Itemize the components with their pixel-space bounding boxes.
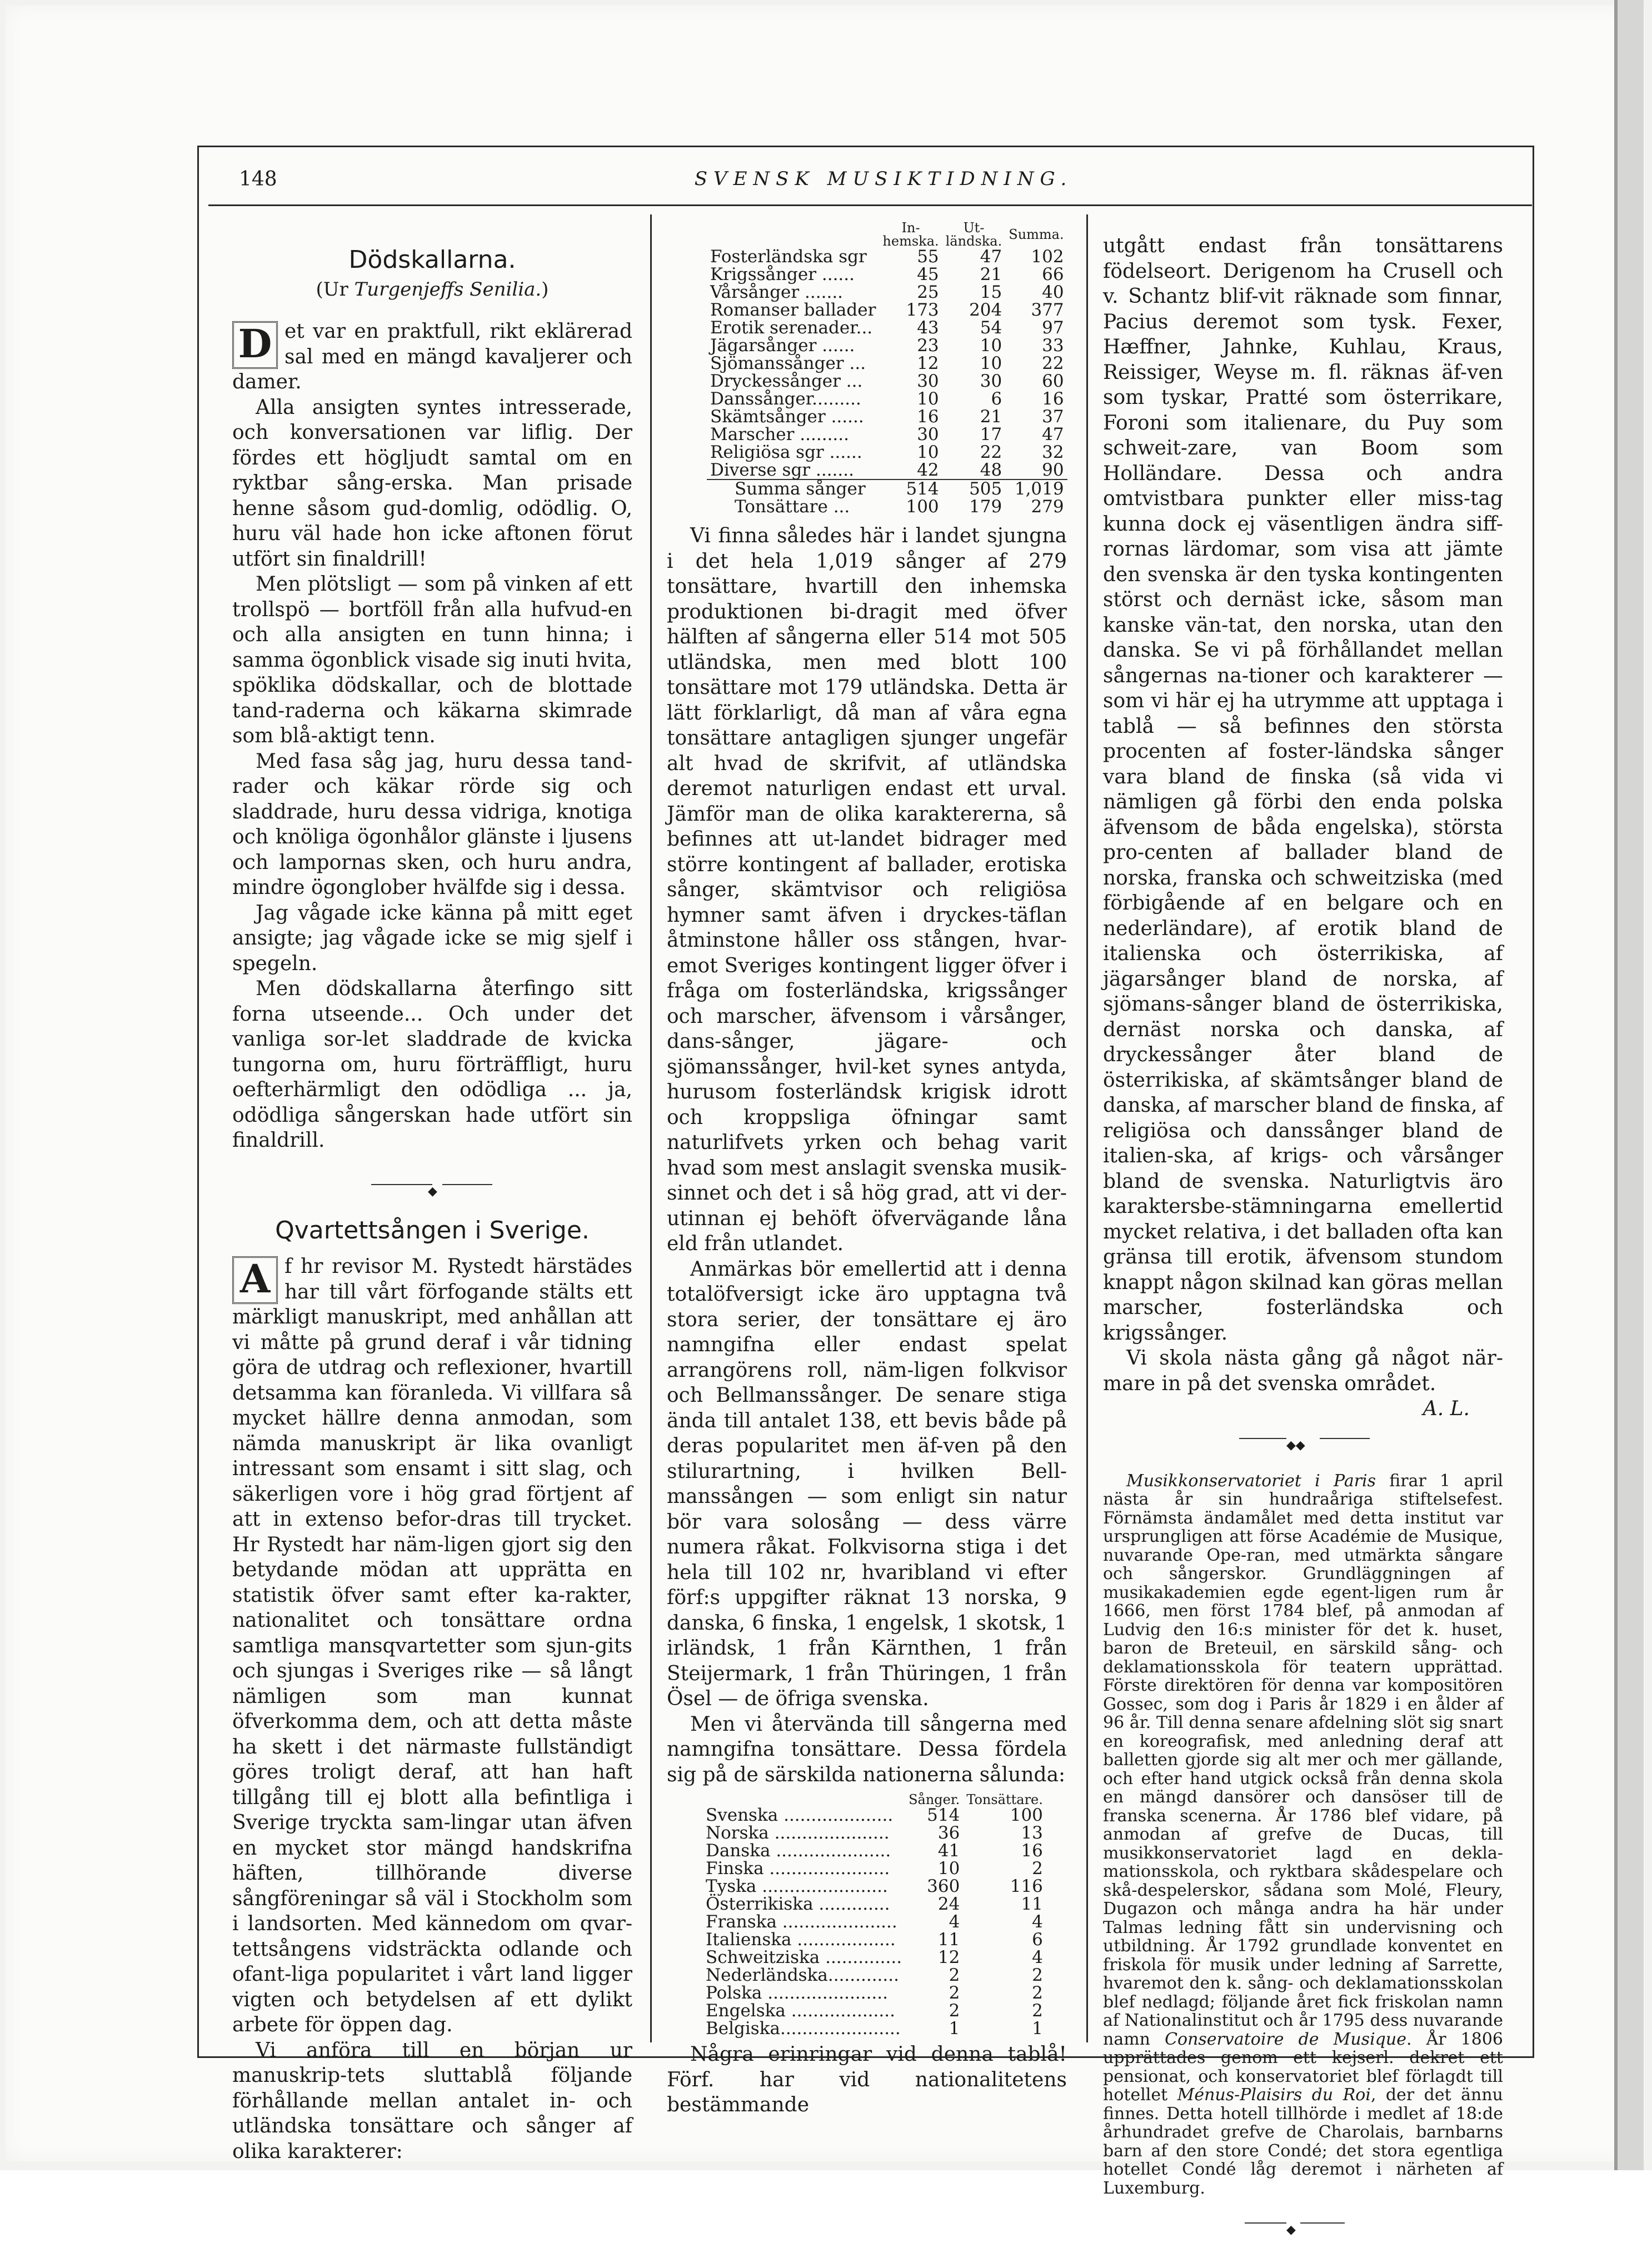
article-title-qvartettsangen: Qvartettsången i Sverige. [275,1216,590,1245]
row-label: Vårsånger ....... [710,282,844,302]
cell-sanger: 2 [949,1965,960,1985]
cell-utlandska: 15 [980,282,1002,302]
news-item-conservatoire [1103,1472,1503,2198]
cell-utlandska: 10 [980,353,1002,373]
row-label: Krigssånger ...... [710,264,855,284]
page-number: 148 [239,168,277,191]
row-label: Dryckessånger ... [710,371,863,391]
table-row [702,1824,1046,1842]
cell-inhemska: 23 [917,336,939,356]
paragraph: Anmärkas bör emellertid att i denna totalöfversigt icke äro upptagna två stora serier, der tonsättare ej äro namngifna eller endast spelat arrangörens roll, näm-ligen folkvisor och Bellmanssånger. De senare stiga ända till antalet 138, ett bevis både på deras popularitet men äf-ven på den stilurartning, i hvilken Bell-manssången — som enligt sin natur bör vara solosång — dess värre numera råkat. Folkvisorna stiga i det hela till 102 nr, hvaribland vi efter förf:s uppgifter räknat 13 norska, 9 danska, 6 finska, 1 engelsk, 1 skotsk, 1 irländsk, 1 från Kärnthen, 1 från Steijermark, 1 från Thüringen, 1 från Ösel — de öfriga svenska. [667,1257,1067,1710]
cell-inhemska: 55 [917,247,939,267]
table-row [702,1877,1046,1895]
paragraph: Alla ansigten syntes intresserade, och konversationen var liflig. Der fördes ett högljudt samtal om en ryktbar sång-erska. Man prisade henne såsom gud-domlig, odödlig. O, huru väl hade hon icke aftonen förut utfört sin finaldrill! [232,396,632,571]
table-row [707,354,1067,372]
article-subtitle [232,277,632,303]
cell-summa: 33 [1042,336,1064,356]
paragraph [1103,1472,1503,2198]
row-label: Finska ...................... [706,1859,890,1879]
cell-summa: 16 [1042,389,1064,409]
row-label: Schweitziska .............. [706,1947,902,1967]
cell-tonsattare: 6 [1032,1930,1043,1950]
header-sanger: Sånger. [909,1792,960,1807]
cell-utlandska: 17 [980,424,1002,444]
table-row-tonsattare [707,498,1067,516]
cell-inhemska: 45 [917,264,939,284]
cell-sanger: 41 [937,1841,960,1861]
paragraph: Med fasa såg jag, huru dessa tand-rader och käkar rörde sig och sladdrade, huru dessa vidriga, knotiga och knöliga ögonhålor glänste i ljusens och lampornas sken, och huru andra, mindre ögonglober hvälfde sig i dessa. [232,750,632,899]
ornament-line [442,1184,492,1185]
row-label: Norska ..................... [706,1823,890,1843]
row-label: Belgiska...................... [706,2019,901,2039]
subtitle-prefix: (Ur [316,278,355,301]
paragraph: Vi anföra till en början ur manuskrip-tets sluttablå följande förhållande mellan antalet in- och utländska tonsättare och sånger af olika karakterer: [232,2039,632,2163]
table-row [707,283,1067,301]
row-label: Svenska .................... [706,1805,894,1825]
cell-tonsattare: 100 [1010,1805,1043,1825]
cell-sanger: 36 [937,1823,960,1843]
table-header-row [707,221,1067,248]
cell-summa: 32 [1042,442,1064,462]
cell-inhemska: 12 [917,353,939,373]
row-label: Franska ..................... [706,1912,897,1932]
table-row [707,301,1067,319]
row-label: Engelska ................... [706,2001,895,2021]
row-label: Romanser ballader [710,300,876,320]
cell-sanger: 24 [937,1894,960,1914]
cell-inhemska: 30 [917,424,939,444]
table-row [702,1966,1046,1984]
paragraph: Vi finna således här i landet sjungna i det hela 1,019 sånger af 279 tonsättare, hvartill den inhemska produktionen bi-dragit med öfver hälften af sångerna eller 514 mot 505 utländska, men med blott 100 tonsättare mot 179 utländska. Detta är lätt förklarligt, då man af våra egna tonsättare antagligen sjunger ungefär alt hvad de skrifvit, af utländska deremot naturligen endast ett urval. Jämför man de olika karaktererna, så befinnes att ut-landet bidrager med större kontingent af ballader, erotiska sånger, skämtvisor och religiösa hymner samt äfven i dryckes-täflan åtminstone håller oss stången, hvar-emot Sveriges kontingent ligger öfver i fråga om fosterländska, krigssånger och marscher, äfvensom i vårsånger, dans-sånger, jägare- och sjömanssånger, hvil-ket synes antyda, hurusom fosterländsk krigisk idrott och kroppsliga öfningar samt naturlifvets yrken och behag varit hvad som mest anslagit svenska musik-sinnet och det i så hög grad, att vi der-utinnan ej behöft öfvervägande låna eld från utlandet. [667,524,1067,1255]
paragraph: Men dödskallarna återfingo sitt forna utseende... Och under det vanliga sor-let sladdrade de kvicka tungorna om, huru förträffligt, huru oefterhärmligt den odödliga ... ja, odödliga sångerskan hade utfört sin finaldrill. [232,977,632,1152]
table-row [702,1860,1046,1877]
table-row [707,372,1067,390]
column-rule-2 [1086,214,1088,2042]
cell-utlandska: 30 [980,371,1002,391]
table-row [702,1949,1046,1966]
right-page-edge-line [1614,0,1618,2170]
cell-summa: 1,019 [1005,479,1067,498]
header-inhemska: In-hemska. [882,220,939,249]
header-rule [208,204,1532,206]
table-row [702,1913,1046,1931]
cell-summa: 97 [1042,318,1064,338]
table-row [707,426,1067,443]
lead-italic: Musikkonservatoriet i Paris [1126,1471,1376,1491]
cell-utlandska: 6 [991,389,1002,409]
row-label: Fosterländska sgr [710,247,867,267]
paragraph: Men vi återvända till sångerna med namngifna tonsättare. Dessa fördela sig på de särskilda nationerna sålunda: [667,1712,1067,1786]
table-row [707,248,1067,266]
row-label: Nederländska............. [706,1965,899,1985]
table-row [702,1895,1046,1913]
section-ornament [1103,2212,1503,2237]
cell-sanger: 360 [927,1876,960,1896]
cell-tonsattare: 2 [1032,1965,1043,1985]
cell-inhemska: 514 [879,479,942,498]
right-page-edge [1616,0,1644,2170]
statistics-table-characters [707,221,1067,516]
paragraph: Jag vågade icke känna på mitt eget ansigte; jag vågade icke se mig sjelf i spegeln. [232,901,632,975]
cell-sanger: 11 [937,1930,960,1950]
paragraph [232,319,632,395]
cell-tonsattare: 116 [1010,1876,1043,1896]
cell-utlandska: 47 [980,247,1002,267]
ornament-diamond: ◆ [428,1184,437,1198]
cell-inhemska: 16 [917,407,939,427]
cell-inhemska: 10 [917,442,939,462]
paragraph-text: f hr revisor M. Rystedt härstädes har till vårt förfogande stälts ett märkligt manuskript, med anhållan att vi måtte på grund deraf i vår tidning göra de utdrag och reflexioner, hvartill detsamma kan föranleda. Vi villfara så mycket hällre denna anmodan, som nämda manuskript är lika ovanligt intressant som ensamt i sitt slag, och säkerligen vore i hög grad förtjent af att in extenso befor-dras till trycket. Hr Rystedt har näm-ligen gjort sig den betydande mödan att upprätta en statistik öfver samt efter ka-rakter, nationalitet och tonsättare ordna samtliga mansqvartetter som sjun-gits och sjungas i Sveriges rike — så långt nämligen som man kunnat öfverkomma dem, och att detta måste ha skett i det närmaste fullständigt göres troligt deraf, att han haft tillgång till ej blott alla befintliga i Sverige tryckta sam-lingar utan äfven en mycket stor mängd handskrifna häften, tillhörande diverse sångföreningar så väl i Stockholm som i landsorten. Med kännedom om qvar-tettsångens vidsträckta odlande och ofant-liga popularitet i vårt land ligger vigten och betydelsen af ett dylikt arbete för öppen dag. [232,1255,632,2036]
article-title-dodskallarna: Dödskallarna. [348,246,516,274]
ornament-line [1300,2222,1345,2224]
table-row-sum [707,479,1067,498]
row-label: Marscher ......... [710,424,849,444]
dropcap-a: A [232,1256,278,1304]
row-label: Tyska ....................... [706,1876,888,1896]
row-label: Österrikiska ............. [706,1894,890,1914]
table-row [702,2020,1046,2037]
row-label: Danssånger......... [710,389,861,409]
cell-summa: 66 [1042,264,1064,284]
cell-inhemska: 100 [906,497,939,517]
paragraph: Några erinringar vid denna tablå! Förf. har vid nationalitetens bestämmande [667,2043,1067,2116]
cell-sanger: 2 [949,2001,960,2021]
running-title: SVENSK MUSIKTIDNING. [694,168,1073,190]
table-row [702,2002,1046,2020]
paragraph: Vi skola nästa gång gå något när-mare in på det svenska området. [1103,1347,1503,1395]
section-ornament [232,1173,632,1196]
subtitle-suffix: ) [541,278,549,301]
cell-utlandska: 505 [942,479,1006,498]
page-header [239,168,1528,196]
table-header-row [702,1793,1046,1806]
row-label: Religiösa sgr ...... [710,442,862,462]
cell-tonsattare: 13 [1021,1823,1043,1843]
ornament-diamond: ◆ [1286,2223,1296,2237]
table-row [702,1842,1046,1860]
cell-summa: 377 [1031,300,1064,320]
cell-utlandska: 54 [980,318,1002,338]
paragraph: Men plötsligt — som på vinken af ett trollspö — bortföll från alla hufvud-en och alla ansigten en tunn hinna; i samma ögonblick visade sig inuti hvita, spöklika dödskallar, och de blottade tand-raderna och käkarna skimrade som blå-aktigt tenn. [232,573,632,747]
row-label: Jägarsånger ...... [710,336,855,356]
section-ornament [1103,1427,1503,1450]
row-label: Erotik serenader... [710,318,873,338]
header-utlandska: Ut-ländska. [945,220,1002,249]
table-row [707,443,1067,461]
table-row [707,266,1067,283]
cell-sanger: 12 [937,1947,960,1967]
cell-utlandska: 179 [969,497,1002,517]
cell-utlandska: 21 [980,264,1002,284]
subtitle-work: Turgenjeffs Senilia. [354,278,542,301]
row-label: Sjömanssånger ... [710,353,866,373]
table-row [707,337,1067,354]
cell-inhemska: 42 [917,460,939,480]
cell-tonsattare: 2 [1032,1983,1043,2003]
table-row [707,461,1067,479]
cell-tonsattare: 16 [1021,1841,1043,1861]
cell-tonsattare: 2 [1032,1859,1043,1879]
cell-sanger: 2 [949,1983,960,2003]
ornament-diamond: ◆◆ [1286,1438,1305,1452]
header-summa: Summa. [1009,227,1064,242]
ornament-line [371,1184,432,1185]
cell-inhemska: 43 [917,318,939,338]
ornament-line [1245,2222,1286,2224]
table-row [702,1984,1046,2002]
cell-sanger: 10 [937,1859,960,1879]
row-label: Diverse sgr ....... [710,460,854,480]
row-label: Tonsättare ... [735,497,850,517]
cell-summa: 60 [1042,371,1064,391]
ornament-line [1239,1438,1286,1439]
hotel-italic: Ménus-Plaisirs du Roi [1177,2085,1371,2105]
row-label: Italienska .................. [706,1930,896,1950]
table-row [707,390,1067,408]
paragraph: utgått endast från tonsättarens födelseort. Derigenom ha Crusell och v. Schantz blif-vit räknade som finnar, Pacius deremot som tysk. Fexer, Hæffner, Jahnke, Kuhlau, Kraus, Reissiger, Weyse m. fl. räknas äf-ven som tyskar, Pratté som österrikare, Foroni som italienare, du Puy som schweit-zare, van Boom som Holländare. Dessa och andra omtvistbara punkter eller miss-tag kunna dock ej väsentligen ändra siff-rornas lärdomar, som visa att jämte den svenska är den tyska kontingenten störst och dernäst icke, såsom man kanske vän-tat, den norska, utan den danska. Se vi på förhållandet mellan sångernas na-tioner och karakterer — som vi här ej ha utrymme att upptaga i tablå — så befinnes den största procenten af foster-ländska sånger vara bland de finska (så vida vi nämligen gå förbi den enda polska äfvensom de båda engelska), största pro-centen af ballader bland de norska, franska och schweitziska (med förbigående af en belgare och en nederländare), af erotik bland de italienska och österrikiska, af jägarsånger bland de norska, af sjömans-sånger bland de österrikiska, dernäst norska och danska, af dryckessånger åter bland de österrikiska, af skämtsånger bland de danska, af marscher bland de finska, af religiösa och danssånger bland de italien-ska, af krigs- och vårsånger bland de svenska. Naturligtvis äro karaktersbe-stämningarna emellertid mycket relativa, i det balladen ofta kan gränsa till erotik, äfvensom stundom knappt någon skilnad kan göras mellan marscher, fosterländska och krigssånger. [1103,234,1503,1345]
author-signature: A. L. [1423,1397,1470,1420]
tail-text: , der det ännu finnes. Detta hotell tillhörde i medlet af 18:de århundradet grefve de Charolais, barnbarns barn af den store Condé; det stora egentliga hotellet Condé låg deremot i närheten af Luxemburg. [1103,2085,1503,2198]
column-2 [667,221,1067,2118]
cell-summa: 37 [1042,407,1064,427]
statistics-table-nations [702,1793,1046,2037]
cell-summa: 279 [1031,497,1064,517]
cell-tonsattare: 11 [1021,1894,1043,1914]
paragraph-text: et var en praktfull, rikt eklärerad sal med en mängd kavaljerer och damer. [232,320,632,393]
cell-summa: 40 [1042,282,1064,302]
cell-utlandska: 22 [980,442,1002,462]
column-rule-1 [650,214,652,2042]
row-label: Danska ..................... [706,1841,891,1861]
cell-sanger: 514 [927,1805,960,1825]
cell-inhemska: 30 [917,371,939,391]
paragraph [232,1254,632,2038]
cell-utlandska: 204 [969,300,1002,320]
cell-inhemska: 10 [917,389,939,409]
lead-text: firar 1 april nästa år sin hundraåriga stiftelsefest. Förnämsta ändamålet med detta institut var ursprungligen att förse Académie de Musique, nuvarande Ope-ran, med utmärkta sångare och sångerskor. Grundläggningen af musikakademien egde egent-ligen rum år 1666, men först 1784 blef, på anmodan af Ludvig den 16:s minister för det k. huset, baron de Breteuil, en särskild sång- och deklamationsskola för teatern upprättad. Förste direktören för denna var kompositören Gossec, som dog i Paris år 1829 i en ålder af 96 år. Till denna senare afdelning slöt sig snart en koreografisk, med anledning deraf att balletten gjorde sig alt mer och mer gällande, och efter hand utgick också från denna skola en mängd dansörer och dansöser till de franska scenerna. År 1786 blef vidare, på anmodan af grefve de Ducas, till musikkonservatoriet lagd en dekla-mationsskola, och ryktbara skådespelare och skå-despelerskor, sådana som Molé, Fleury, Dugazon och många andra ha här under Talmas ledning fått sin undervisning och utbildning. År 1792 grundlade konventet en friskola för musik under ledning af Sarrette, hvaremot den k. sång- och deklamationsskolan blef nedlagd; följande året fick friskolan namn af Nationalinstitut och år 1795 dess nuvarande namn [1103,1471,1503,2049]
cell-inhemska: 25 [917,282,939,302]
name-italic: Conservatoire de Musique [1165,2029,1406,2049]
cell-summa: 47 [1042,424,1064,444]
ornament-line [1320,1438,1370,1439]
table-row [707,319,1067,337]
column-1 [232,214,632,2164]
cell-tonsattare: 4 [1032,1912,1043,1932]
cell-summa: 90 [1042,460,1064,480]
header-tonsattare: Tonsättare. [966,1792,1043,1807]
cell-tonsattare: 4 [1032,1947,1043,1967]
row-label: Summa sånger [707,479,879,498]
cell-summa: 22 [1042,353,1064,373]
cell-utlandska: 21 [980,407,1002,427]
table-row [702,1931,1046,1949]
cell-tonsattare: 2 [1032,2001,1043,2021]
column-3 [1103,233,1503,2237]
dropcap-d: D [232,321,278,369]
row-label: Polska ...................... [706,1983,888,2003]
cell-utlandska: 10 [980,336,1002,356]
row-label: Skämtsånger ...... [710,407,864,427]
cell-sanger: 4 [949,1912,960,1932]
cell-utlandska: 48 [980,460,1002,480]
cell-summa: 102 [1031,247,1064,267]
middle-text: . År 1806 upprättades genom ett kejserl. dekret ett pensionat, och konservatoriet blef förlagdt till hotellet [1103,2029,1503,2105]
table-row [707,408,1067,426]
cell-inhemska: 173 [906,300,939,320]
cell-sanger: 1 [949,2019,960,2039]
cell-tonsattare: 1 [1032,2019,1043,2039]
table-row [702,1806,1046,1824]
